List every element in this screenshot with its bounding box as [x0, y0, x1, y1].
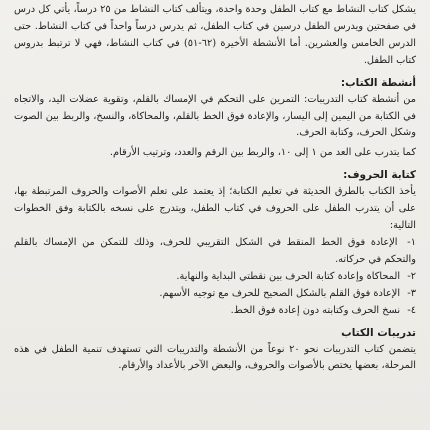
list-item-number: ١- — [407, 236, 416, 248]
list-item — [14, 235, 416, 269]
list-item — [14, 303, 416, 320]
counting-paragraph: كما يتدرب على العد من ١ إلى ١٠، والربط بين الرقم والعدد، وترتيب الأرقام. — [109, 147, 416, 159]
document-body — [14, 2, 416, 430]
list-item-number: ٢- — [407, 270, 416, 282]
letters-paragraph: يأخذ الكتاب بالطرق الحديثة في تعليم الكتابة؛ إذ يعتمد على تعلم الأصوات والحروف المرتبطة بها، على أن يتدرب الطفل على الحروف في كتاب الطفل، ويتدرج على نسخه بالكتابة وفق الخطوات التالية: — [14, 186, 416, 232]
letters-heading: كتابة الحروف: — [343, 169, 416, 182]
list-item-number: ٤- — [407, 304, 416, 316]
list-item-text: الإعادة فوق الخط المنقط في الشكل التقريبي للحرف، وذلك للتمكن من الإمساك بالقلم والتحكم في حركاته. — [14, 236, 416, 265]
list-item — [14, 286, 416, 303]
list-item — [14, 269, 416, 286]
list-item-text: نسخ الحرف وكتابته دون إعادة فوق الخط. — [230, 304, 401, 316]
exercises-heading: تدريبات الكتاب — [341, 326, 416, 339]
intro-paragraph: يشكل كتاب النشاط مع كتاب الطفل وحدة واحدة، ويتألف كتاب النشاط من ٢٥ درساً، يأتي كل درس في صفحتين ويدرس الطفل درسين في كتاب الطفل، ثم يدرس درساً واحداً في كتاب النشاط. حتى الدرس الخامس والعشرين. أما الأنشطة الأخيرة (٦٢-٥١) في كتاب النشاط، فهي لا ترتبط بدروس كتاب الطفل. — [14, 4, 416, 66]
list-item-text: المحاكاة وإعادة كتابة الحرف بين نقطتي البداية والنهاية. — [176, 270, 401, 282]
activities-heading: أنشطة الكتاب: — [340, 76, 416, 89]
exercises-paragraph: يتضمن كتاب التدريبات نحو ٢٠ نوعاً من الأنشطة والتدريبات التي تستهدف تنمية الطفل في هذه المرحلة، بعضها يختص بالأصوات والحروف، والبعض الآخر بالأعداد والأرقام. — [14, 343, 417, 372]
list-item-text: الإعادة فوق القلم بالشكل الصحيح للحرف مع توجيه الأسهم. — [159, 287, 401, 299]
activities-paragraph: من أنشطة كتاب التدريبات: التمرين على التحكم في الإمساك بالقلم، وتقوية عضلات اليد، والاتجاه في الكتابة من اليمين إلى اليسار، والإعادة فوق الخط بالقلم، والمحاكاة، والنسخ، والربط بين الصوت وشكل الحرف، وكتابة الحرف. — [14, 93, 416, 139]
list-item-number: ٣- — [407, 287, 416, 299]
